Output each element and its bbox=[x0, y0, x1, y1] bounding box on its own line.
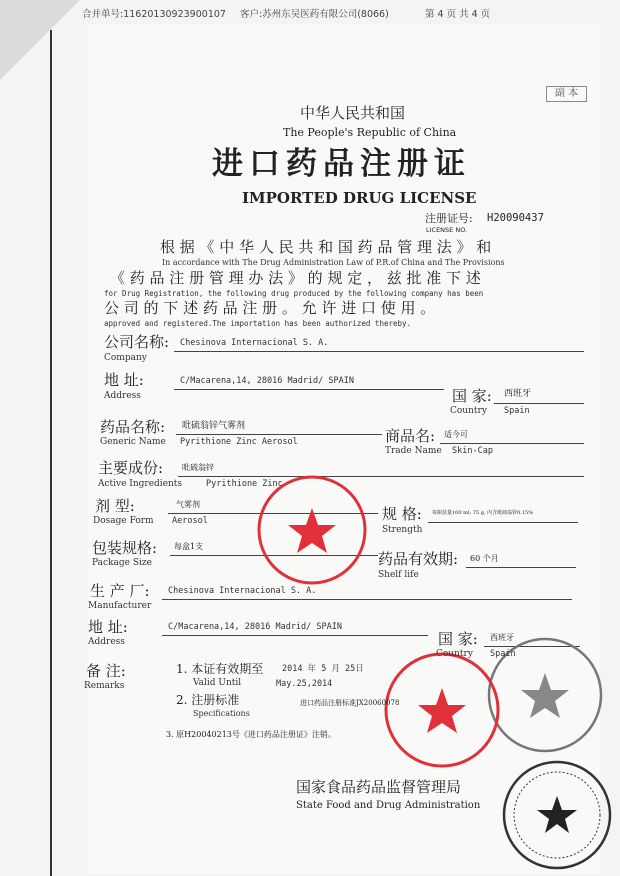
package-size-label-en: Package Size bbox=[92, 558, 152, 568]
valid-until-en: May.25,2014 bbox=[276, 679, 333, 689]
remark-3: 3. 原H20040213号《进口药品注册证》注销。 bbox=[166, 730, 336, 739]
generic-name-label: 药品名称: bbox=[100, 418, 166, 436]
generic-name-zh: 吡硫翁锌气雾剂 bbox=[182, 421, 246, 431]
manufacturer-value: Chesinova Internacional S. A. bbox=[168, 586, 317, 596]
page-indicator: 第 4 页 共 4 页 bbox=[425, 9, 491, 20]
trade-name-label: 商品名: bbox=[385, 427, 436, 445]
trade-name-en: Skin-Cap bbox=[452, 446, 493, 456]
authority-zh: 国家食品药品监督管理局 bbox=[296, 778, 462, 796]
package-size-label: 包装规格: bbox=[92, 539, 158, 557]
authority-en: State Food and Drug Administration bbox=[296, 800, 481, 811]
remark-1: 1. 本证有效期至 bbox=[176, 662, 264, 676]
manufacturer-label-en: Manufacturer bbox=[88, 601, 152, 611]
strength-label: 规 格: bbox=[382, 505, 422, 523]
order-number: 合并单号:11620130923900107 bbox=[82, 9, 226, 20]
dosage-form-label-en: Dosage Form bbox=[93, 516, 154, 526]
preamble-en-1: In accordance with The Drug Administration Law of P.R.of China and The Provisions bbox=[162, 258, 505, 267]
remarks-label-en: Remarks bbox=[84, 681, 125, 691]
country-zh: 中华人民共和国 bbox=[300, 104, 406, 122]
country-en: The People's Republic of China bbox=[283, 126, 457, 139]
sfda-seal bbox=[500, 758, 615, 873]
remark-2-en: Specifications bbox=[193, 709, 250, 718]
address2-label: 地 址: bbox=[88, 618, 128, 636]
trade-name-label-en: Trade Name bbox=[385, 446, 442, 456]
ingredients-en: Pyrithione Zinc bbox=[206, 479, 283, 489]
strength-value: 每瓶装量100 ml; 75 g, 内含吡硫翁锌0.15% bbox=[432, 510, 533, 516]
country2-value-zh: 西班牙 bbox=[490, 633, 514, 642]
paper-edge bbox=[50, 30, 52, 876]
remark-2: 2. 注册标准 bbox=[176, 693, 240, 707]
country-label: 国 家: bbox=[452, 387, 492, 405]
country-value-en: Spain bbox=[504, 406, 530, 416]
strength-label-en: Strength bbox=[382, 525, 423, 535]
folded-corner bbox=[0, 0, 80, 80]
generic-name-label-en: Generic Name bbox=[100, 437, 166, 447]
shelf-life-label-en: Shelf life bbox=[378, 570, 419, 580]
generic-name-en: Pyrithione Zinc Aerosol bbox=[180, 437, 298, 447]
red-quality-stamp-2 bbox=[382, 650, 502, 770]
ingredients-zh: 吡硫翁锌 bbox=[182, 463, 214, 472]
address-label: 地 址: bbox=[104, 371, 144, 389]
remarks-label: 备 注: bbox=[86, 662, 126, 680]
dosage-form-zh: 气雾剂 bbox=[176, 500, 200, 509]
copy-mark: 副 本 bbox=[546, 86, 587, 102]
country2-value-en: Spain bbox=[490, 649, 516, 659]
ingredients-label: 主要成份: bbox=[98, 459, 164, 477]
preamble-en-3: approved and registered.The importation has been authorized thereby. bbox=[104, 319, 412, 328]
manufacturer-label: 生 产 厂: bbox=[90, 582, 150, 600]
address2-value: C/Macarena,14, 28016 Madrid/ SPAIN bbox=[168, 622, 342, 632]
preamble-zh-2: 《 药 品 注 册 管 理 办 法 》 的 规 定 ， 兹 批 准 下 述 bbox=[110, 269, 481, 287]
title-zh: 进口药品注册证 bbox=[212, 146, 471, 182]
company-label-en: Company bbox=[104, 353, 147, 363]
license-number: H20090437 bbox=[487, 212, 544, 224]
country2-label: 国 家: bbox=[438, 630, 478, 648]
red-quality-stamp-1 bbox=[255, 473, 370, 588]
preamble-en-2: for Drug Registration, the following drug produced by the following company has been bbox=[104, 289, 484, 298]
license-label-en: LICENSE NO. bbox=[426, 226, 468, 234]
address-label-en: Address bbox=[104, 391, 141, 401]
title-en: IMPORTED DRUG LICENSE bbox=[242, 189, 477, 207]
specification-value: 进口药品注册标准JX20060078 bbox=[300, 699, 400, 707]
customer-name: 客户:苏州东吴医药有限公司(8066) bbox=[240, 9, 389, 20]
preamble-zh-3: 公 司 的 下 述 药 品 注 册 。 允 许 进 口 使 用 。 bbox=[104, 299, 436, 317]
dosage-form-label: 剂 型: bbox=[95, 497, 135, 515]
country-label-en: Country bbox=[450, 406, 487, 416]
shelf-life-value: 60 个月 bbox=[470, 554, 499, 563]
country2-label-en: Country bbox=[436, 649, 473, 659]
company-label: 公司名称: bbox=[104, 333, 170, 351]
package-size-value: 每盒1支 bbox=[174, 542, 204, 551]
preamble-zh-1: 根 据 《 中 华 人 民 共 和 国 药 品 管 理 法 》 和 bbox=[160, 238, 492, 256]
license-label: 注册证号: bbox=[425, 212, 473, 225]
valid-until-zh: 2014 年 5 月 25日 bbox=[282, 664, 364, 674]
remark-1-en: Valid Until bbox=[193, 678, 242, 688]
dosage-form-en: Aerosol bbox=[172, 516, 208, 526]
company-value: Chesinova Internacional S. A. bbox=[180, 338, 329, 348]
country-value-zh: 西班牙 bbox=[504, 389, 532, 399]
shelf-life-label: 药品有效期: bbox=[378, 550, 459, 568]
trade-name-zh: 适今可 bbox=[444, 430, 468, 439]
address2-label-en: Address bbox=[88, 637, 125, 647]
ingredients-label-en: Active Ingredients bbox=[98, 479, 183, 489]
address-value: C/Macarena,14, 28016 Madrid/ SPAIN bbox=[180, 376, 354, 386]
